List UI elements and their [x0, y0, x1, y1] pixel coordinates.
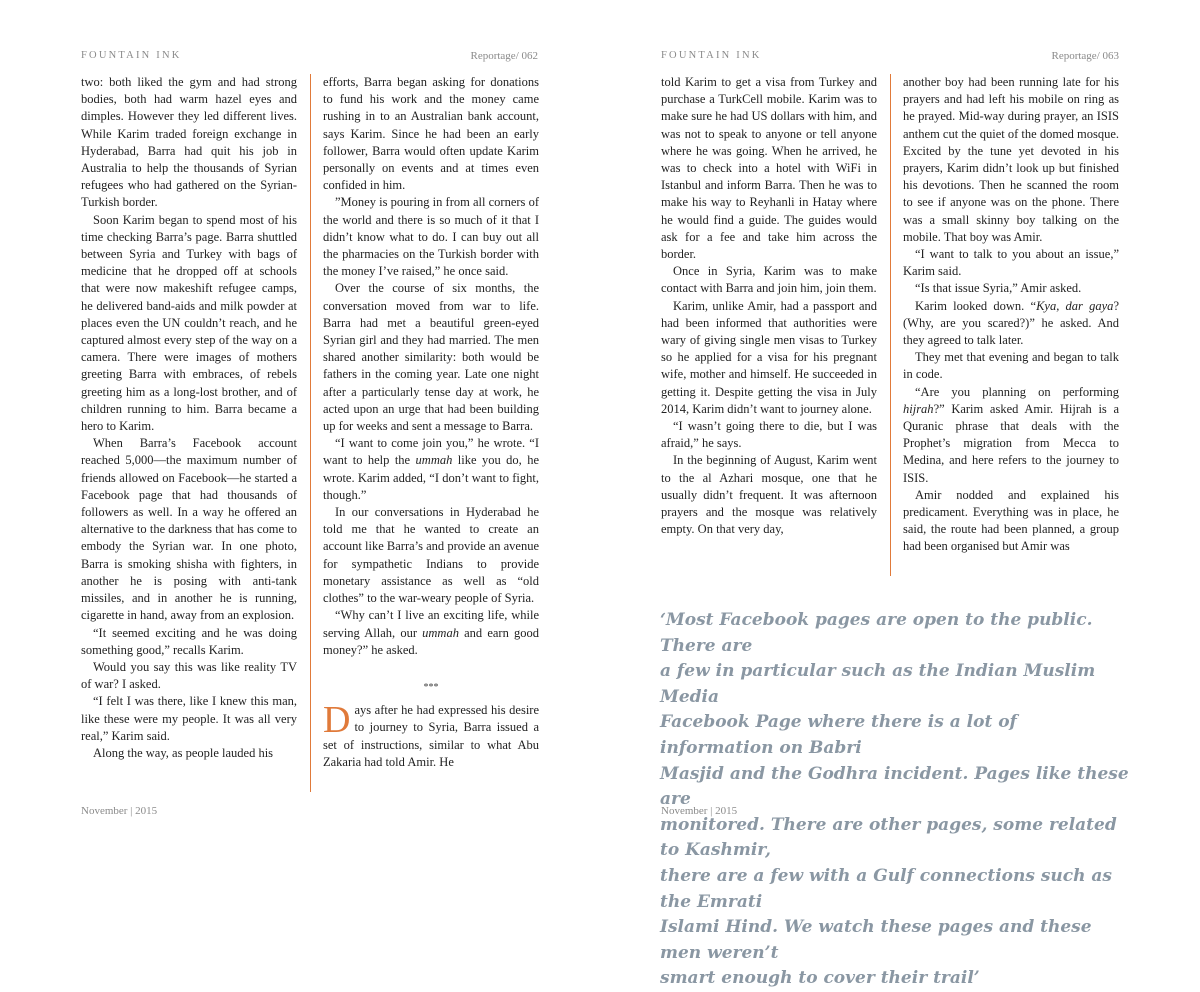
paragraph: “I wasn’t going there to die, but I was afraid,” he says. — [661, 419, 877, 451]
italic-term: ummah — [415, 453, 453, 468]
italic-term: Kya, dar gaya — [1036, 298, 1114, 313]
paragraph: “I want to come join you,” he wrote. “I want to help the ummah like you do, he wrote. Karim added, “I don’t want to fight, though.” — [323, 436, 539, 502]
paragraph: another boy had been running late for his prayers and had left his mobile on ring as he prayed. Mid-way during prayer, an ISIS anthem cut the quiet of the domed mosque. Excited by the tune yet devoted in his prayers, Karim didn’t look up but finished his devotions. Then he scanned the room to see if anyone was on the phone. There was a small skinny boy talking on the mobile. That boy was Amir. — [903, 75, 1119, 244]
italic-term: ummah — [422, 625, 459, 640]
paragraph: In our conversations in Hyderabad he told me that he wanted to create an account like Barra’s and provide an avenue for sympathetic Indians to provide monetary assistance as well as “old clothes” to the war-weary people of Syria. — [323, 505, 539, 606]
paragraph: two: both liked the gym and had strong bodies, both had warm hazel eyes and dimples. However they led different lives. While Karim traded foreign exchange in Hyderabad, Barra had quit his job in Australia to help the thousands of Syrian refugees who had gathered on the Syrian-Turkish border. — [81, 75, 297, 210]
section-break: *** — [423, 681, 439, 693]
paragraph: “I felt I was there, like I knew this man, like these were my people. It was all very real,” Karim said. — [81, 694, 297, 743]
pull-quote-line: ‘Most Facebook pages are open to the public. There are — [660, 610, 1093, 656]
section-page-number: Reportage/ 062 — [470, 50, 538, 62]
paragraph: Karim looked down. “Kya, dar gaya? (Why, are you scared?)” he asked. And they agreed to talk later. — [903, 298, 1119, 348]
paragraph: Would you say this was like reality TV of war? I asked. — [81, 659, 297, 692]
pull-quote-line: there are a few with a Gulf connections such as the Emrati — [660, 865, 1112, 912]
paragraph: told Karim to get a visa from Turkey and purchase a TurkCell mobile. Karim was to make sure he had US dollars with him, and was not to speak to anyone or tell anyone where he was going. When he arrived, he was to check into a hotel with WiFi in Istanbul and inform Barra. Then he was to make his way to Reyhanli in Hatay where he would find a guide. The guides would ask for a fee and take him across the border. — [661, 75, 877, 262]
paragraph: efforts, Barra began asking for donations to fund his work and the money came rushing in to an Australian bank account, says Karim. Since he had been an early follower, Barra would often update Karim personally on events and at times even confided in him. — [323, 75, 539, 193]
pull-quote-line: monitored. There are other pages, some related to Kashmir, — [660, 814, 1117, 861]
paragraph-dropcap: Days after he had expressed his desire to journey to Syria, Barra issued a set of instructions, similar to what Abu Zakaria had told Amir. He — [323, 699, 539, 769]
paragraph: Amir nodded and explained his predicament. Everything was in place, he said, the route had been planned, a group had been organised but Amir was — [903, 487, 1119, 554]
column-2 — [323, 74, 539, 771]
paragraph: “It seemed exciting and he was doing something good,” recalls Karim. — [81, 625, 297, 657]
magazine-brand: FOUNTAIN INK — [81, 50, 182, 61]
paragraph: Soon Karim began to spend most of his time checking Barra’s page. Barra shuttled between Syria and Turkey with bags of medicine that he dropped off at schools that were now makeshift refugee camps, he delivered band-aids and milk powder at places even the UN couldn’t reach, and he captured almost every step of the way on a camera. There were images of mothers greeting Barra with embraces, of rebels greeting him as a long-lost brother, and of children running to him. Barra became a hero to Karim. — [81, 212, 297, 434]
paragraph: When Barra’s Facebook account reached 5,000—the maximum number of friends allowed on Facebook—he started a Facebook page that had thousands of followers as well. In a way he offered an alternative to the darkness that has come to embody the Syrian war. In one photo, Barra is smoking shisha with fighters, in another he is posing with anti-tank missiles, and in another he is running, cigarette in hand, away from an explosion. — [81, 436, 297, 623]
section-page-number: Reportage/ 063 — [1051, 50, 1119, 62]
column-1 — [661, 74, 877, 538]
paragraph: Over the course of six months, the conversation moved from war to life. Barra had met a beautiful green-eyed Syrian girl and they had married. The men shared another similarity: both would be fathers in the coming year. Late one night after a particularly tense day at work, he acted upon an urge that had been building up for weeks and sent a message to Barra. — [323, 281, 539, 434]
paragraph: Along the way, as people lauded his — [93, 745, 274, 760]
page-footer: November | 2015 — [661, 805, 738, 817]
paragraph: They met that evening and began to talk in code. — [903, 350, 1119, 382]
paragraph: “Why can’t I live an exciting life, while serving Allah, our ummah and earn good money?” he asked. — [323, 608, 540, 657]
page-footer: November | 2015 — [81, 805, 158, 817]
paragraph: “Is that issue Syria,” Amir asked. — [915, 281, 1082, 296]
column-2 — [903, 74, 1119, 556]
left-page — [0, 0, 600, 851]
pull-quote-line: smart enough to cover their trail’ — [660, 968, 980, 989]
magazine-brand: FOUNTAIN INK — [661, 50, 762, 61]
italic-term: hijrah — [903, 401, 934, 416]
column-1 — [81, 74, 297, 762]
paragraph: “Are you planning on performing hijrah?” Karim asked Amir. Hijrah is a Quranic phrase that deals with the Prophet’s migration from Mecca to Medina, and here refers to the journey to ISIS. — [903, 384, 1119, 485]
paragraph: Once in Syria, Karim was to make contact with Barra and join him, join them. — [661, 264, 877, 296]
pull-quote-line: Islami Hind. We watch these pages and these men weren’t — [660, 917, 1092, 963]
paragraph: “I want to talk to you about an issue,” Karim said. — [903, 247, 1119, 279]
paragraph: In the beginning of August, Karim went to the al Azhari mosque, one that he usually didn’t frequent. It was afternoon prayers and the mosque was relatively empty. On that very day, — [661, 453, 877, 537]
pull-quote — [660, 608, 1130, 992]
drop-cap: D — [323, 699, 351, 742]
column-divider — [310, 74, 311, 792]
pull-quote-line: a few in particular such as the Indian Muslim Media — [660, 661, 1096, 707]
paragraph: Karim, unlike Amir, had a passport and had been informed that authorities were wary of giving single men visas to Turkey so he applied for a visa for his pregnant wife, mother and himself. He succeeded in getting it. Despite getting the visa in July 2014, Karim didn’t want to journey alone. — [661, 298, 877, 416]
pull-quote-line: Masjid and the Godhra incident. Pages like these are — [660, 763, 1129, 810]
paragraph: ”Money is pouring in from all corners of the world and there is so much of it that I didn’t know what to do. I can buy out all the pharmacies on the Turkish border with the money I’ve raised,” he once said. — [323, 195, 539, 279]
column-divider — [890, 74, 891, 576]
pull-quote-line: Facebook Page where there is a lot of information on Babri — [660, 712, 1017, 758]
